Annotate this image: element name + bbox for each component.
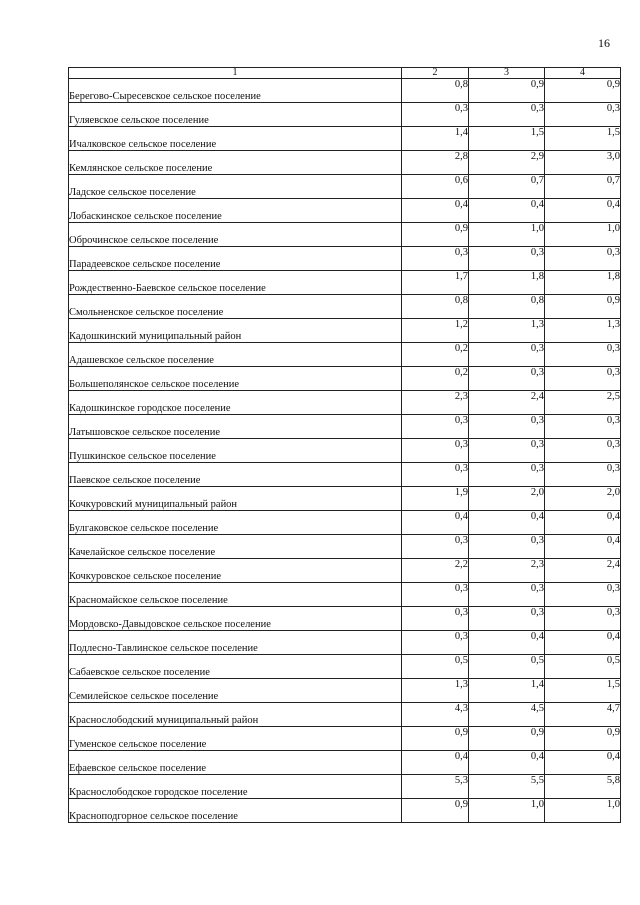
settlement-name-cell: Булгаковское сельское поселение [69,511,402,535]
value-col4-cell: 1,5 [545,679,621,703]
value-col3-cell: 0,3 [469,247,545,271]
table-row [69,727,621,751]
value-col2-cell: 0,3 [402,247,469,271]
value-col4-cell: 0,3 [545,343,621,367]
settlement-name-cell: Адашевское сельское поселение [69,343,402,367]
value-col2-cell: 0,4 [402,511,469,535]
value-col3-cell: 0,9 [469,727,545,751]
value-col2-cell: 0,8 [402,79,469,103]
table-row [69,199,621,223]
column-header-1: 1 [69,68,402,79]
value-col4-cell: 0,7 [545,175,621,199]
table-row [69,535,621,559]
value-col2-cell: 2,2 [402,559,469,583]
value-col2-cell: 0,3 [402,103,469,127]
table-row [69,127,621,151]
value-col4-cell: 0,3 [545,367,621,391]
value-col3-cell: 0,3 [469,463,545,487]
value-col3-cell: 0,4 [469,751,545,775]
table-row [69,319,621,343]
settlement-name-cell: Краснослободское городское поселение [69,775,402,799]
table-row [69,79,621,103]
value-col3-cell: 0,4 [469,511,545,535]
settlement-name-cell: Смольненское сельское поселение [69,295,402,319]
settlement-name-cell: Берегово-Сыресевское сельское поселение [69,79,402,103]
value-col2-cell: 1,9 [402,487,469,511]
settlement-name-cell: Красномайское сельское поселение [69,583,402,607]
value-col4-cell: 2,0 [545,487,621,511]
settlement-name-cell: Подлесно-Тавлинское сельское поселение [69,631,402,655]
table-row [69,703,621,727]
table-row [69,295,621,319]
table-row [69,415,621,439]
value-col3-cell: 1,0 [469,799,545,823]
value-col2-cell: 1,3 [402,679,469,703]
table-header-row [69,68,621,79]
settlement-name-cell: Мордовско-Давыдовское сельское поселение [69,607,402,631]
value-col3-cell: 1,0 [469,223,545,247]
table-row [69,679,621,703]
value-col4-cell: 0,3 [545,415,621,439]
settlement-name-cell: Гуменское сельское поселение [69,727,402,751]
table-row [69,463,621,487]
value-col3-cell: 4,5 [469,703,545,727]
value-col4-cell: 0,4 [545,199,621,223]
table-row [69,751,621,775]
value-col4-cell: 1,5 [545,127,621,151]
value-col4-cell: 5,8 [545,775,621,799]
value-col2-cell: 0,3 [402,415,469,439]
value-col2-cell: 1,7 [402,271,469,295]
value-col2-cell: 0,8 [402,295,469,319]
table-row [69,391,621,415]
settlement-name-cell: Паевское сельское поселение [69,463,402,487]
value-col4-cell: 1,8 [545,271,621,295]
value-col3-cell: 1,3 [469,319,545,343]
value-col4-cell: 2,5 [545,391,621,415]
table-row [69,511,621,535]
value-col2-cell: 0,4 [402,751,469,775]
settlement-name-cell: Рождественно-Баевское сельское поселение [69,271,402,295]
value-col3-cell: 2,9 [469,151,545,175]
value-col4-cell: 3,0 [545,151,621,175]
settlement-name-cell: Кемлянское сельское поселение [69,151,402,175]
value-col2-cell: 1,4 [402,127,469,151]
value-col3-cell: 0,9 [469,79,545,103]
value-col3-cell: 0,3 [469,103,545,127]
value-col2-cell: 0,5 [402,655,469,679]
settlement-name-cell: Кочкуровское сельское поселение [69,559,402,583]
value-col4-cell: 0,9 [545,79,621,103]
value-col2-cell: 2,3 [402,391,469,415]
table-row [69,271,621,295]
settlement-name-cell: Кочкуровский муниципальный район [69,487,402,511]
table-row [69,343,621,367]
value-col4-cell: 0,3 [545,439,621,463]
table-row [69,631,621,655]
settlement-name-cell: Пушкинское сельское поселение [69,439,402,463]
value-col3-cell: 0,3 [469,367,545,391]
table-body [69,79,621,823]
value-col2-cell: 0,2 [402,343,469,367]
value-col2-cell: 0,3 [402,439,469,463]
table-row [69,487,621,511]
table-row [69,247,621,271]
value-col3-cell: 0,4 [469,199,545,223]
value-col2-cell: 0,3 [402,607,469,631]
value-col4-cell: 0,3 [545,583,621,607]
table-row [69,799,621,823]
value-col3-cell: 1,5 [469,127,545,151]
value-col3-cell: 0,3 [469,535,545,559]
value-col2-cell: 1,2 [402,319,469,343]
value-col3-cell: 2,3 [469,559,545,583]
table-row [69,223,621,247]
value-col4-cell: 0,9 [545,727,621,751]
table-row [69,439,621,463]
value-col4-cell: 1,3 [545,319,621,343]
value-col4-cell: 0,3 [545,463,621,487]
table-row [69,655,621,679]
table-row [69,607,621,631]
table-row [69,151,621,175]
value-col4-cell: 0,3 [545,247,621,271]
settlement-name-cell: Краснослободский муниципальный район [69,703,402,727]
value-col3-cell: 0,5 [469,655,545,679]
settlement-name-cell: Красноподгорное сельское поселение [69,799,402,823]
table-row [69,175,621,199]
value-col3-cell: 0,3 [469,343,545,367]
settlement-name-cell: Семилейское сельское поселение [69,679,402,703]
value-col2-cell: 0,9 [402,799,469,823]
settlement-name-cell: Парадеевское сельское поселение [69,247,402,271]
value-col3-cell: 2,0 [469,487,545,511]
value-col3-cell: 1,8 [469,271,545,295]
settlement-name-cell: Латышовское сельское поселение [69,415,402,439]
value-col3-cell: 5,5 [469,775,545,799]
value-col3-cell: 0,3 [469,415,545,439]
value-col2-cell: 4,3 [402,703,469,727]
value-col2-cell: 0,9 [402,727,469,751]
value-col4-cell: 0,4 [545,751,621,775]
settlement-name-cell: Сабаевское сельское поселение [69,655,402,679]
settlement-name-cell: Гуляевское сельское поселение [69,103,402,127]
value-col3-cell: 0,7 [469,175,545,199]
settlement-name-cell: Большеполянское сельское поселение [69,367,402,391]
table-row [69,559,621,583]
column-header-4: 4 [545,68,621,79]
value-col2-cell: 2,8 [402,151,469,175]
value-col4-cell: 0,4 [545,631,621,655]
settlement-name-cell: Лобаскинское сельское поселение [69,199,402,223]
value-col2-cell: 5,3 [402,775,469,799]
value-col3-cell: 2,4 [469,391,545,415]
value-col4-cell: 0,4 [545,535,621,559]
table-row [69,583,621,607]
value-col4-cell: 4,7 [545,703,621,727]
settlement-name-cell: Ладское сельское поселение [69,175,402,199]
page-number: 16 [598,36,610,50]
value-col3-cell: 0,3 [469,607,545,631]
value-col3-cell: 0,4 [469,631,545,655]
value-col2-cell: 0,3 [402,583,469,607]
value-col2-cell: 0,2 [402,367,469,391]
value-col3-cell: 1,4 [469,679,545,703]
value-col2-cell: 0,9 [402,223,469,247]
settlement-name-cell: Качелайское сельское поселение [69,535,402,559]
value-col2-cell: 0,6 [402,175,469,199]
value-col4-cell: 2,4 [545,559,621,583]
value-col2-cell: 0,3 [402,463,469,487]
column-header-3: 3 [469,68,545,79]
value-col4-cell: 0,3 [545,103,621,127]
value-col4-cell: 0,9 [545,295,621,319]
value-col3-cell: 0,3 [469,439,545,463]
value-col3-cell: 0,3 [469,583,545,607]
settlement-name-cell: Оброчинское сельское поселение [69,223,402,247]
table-row [69,367,621,391]
value-col4-cell: 0,3 [545,607,621,631]
settlement-name-cell: Ичалковское сельское поселение [69,127,402,151]
value-col4-cell: 0,4 [545,511,621,535]
value-col4-cell: 0,5 [545,655,621,679]
column-header-2: 2 [402,68,469,79]
table-row [69,775,621,799]
data-table [68,67,621,823]
table-row [69,103,621,127]
value-col3-cell: 0,8 [469,295,545,319]
settlement-name-cell: Кадошкинское городское поселение [69,391,402,415]
value-col2-cell: 0,3 [402,631,469,655]
value-col4-cell: 1,0 [545,223,621,247]
settlement-name-cell: Кадошкинский муниципальный район [69,319,402,343]
settlement-name-cell: Ефаевское сельское поселение [69,751,402,775]
value-col2-cell: 0,4 [402,199,469,223]
value-col4-cell: 1,0 [545,799,621,823]
value-col2-cell: 0,3 [402,535,469,559]
